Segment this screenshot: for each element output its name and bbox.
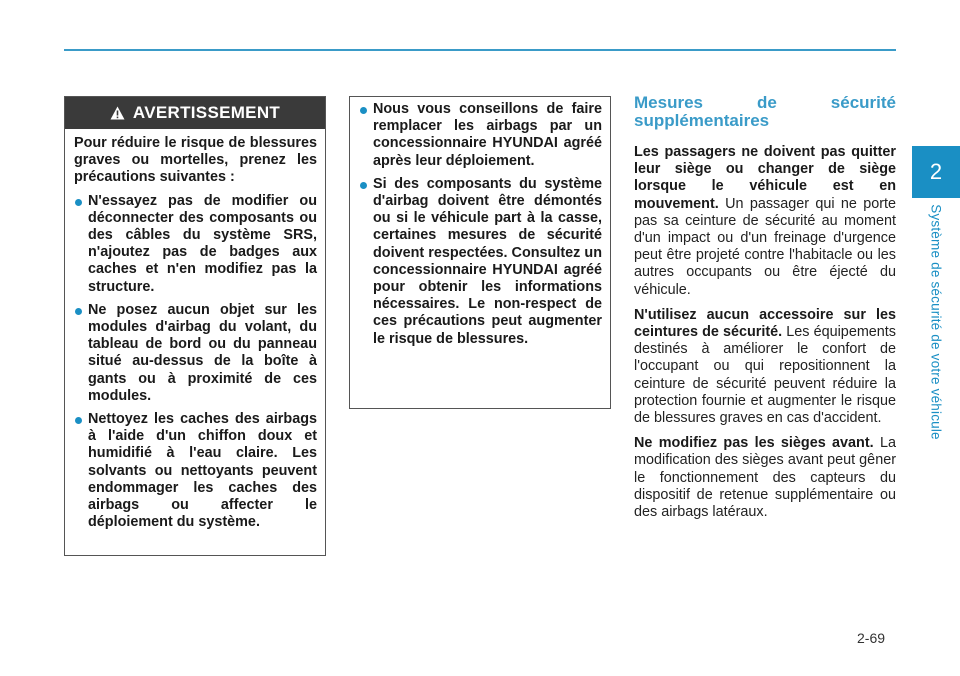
chapter-tab (912, 146, 960, 198)
warning-bullet: Nous vous conseillons de faire remplacer les airbags par un concessionnaire HYUNDAI agréé après leur déploiement. (359, 101, 602, 170)
paragraph-lead: Les passagers ne doivent pas quitter leur siège ou changer de siège lorsque le véhicule est en mouvement. (634, 144, 896, 212)
paragraph-lead: Ne modifiez pas les sièges avant. (634, 435, 874, 452)
warning-header-label: AVERTISSEMENT (132, 103, 281, 123)
paragraph-text: Un passager qui ne porte pas sa ceinture de sécurité au moment d'un impact ou d'un freinage d'urgence peut être projeté contre l'habitacle ou les autres occupants ou être éjecté du véhicule. (634, 195, 896, 298)
warning-bullet: N'essayez pas de modifier ou déconnecter des composants ou des câbles du système SRS, n'ajoutez pas de badges aux caches et n'en modifiez pas la structure. (74, 193, 317, 296)
page-number: 2-69 (857, 630, 886, 646)
section-column (634, 94, 896, 529)
warning-triangle-icon (110, 106, 125, 120)
section-heading: Mesures de sécurité supplémentaires (634, 93, 896, 130)
paragraph-text: La modification des sièges avant peut gêner le fonctionnement des capteurs du dispositif de retenue supplémentaire ou des airbags latéraux. (634, 435, 896, 521)
warning-bullet: Ne posez aucun objet sur les modules d'airbag du volant, du tableau de bord ou du panneau situé au-dessus de la boîte à gants ou à proximité de ces modules. (74, 302, 317, 405)
paragraph-text: Les équipements destinés à améliorer le confort de l'occupant ou qui repositionnent la ceinture de sécurité peuvent réduire la protection fournie et augmenter le risque de blessures graves en cas d'accident. (634, 324, 897, 427)
header-rule (64, 49, 896, 51)
warning-bullet: Si des composants du système d'airbag doivent être démontés ou si le véhicule part à la casse, certaines mesures de sécurité doivent respectées. Consultez un concessionnaire HYUNDAI agréé pour obtenir les informations nécessaires. Le non-respect de ces précautions peut augmenter le risque de blessures. (359, 176, 602, 348)
warning-bullet-list (74, 193, 317, 532)
chapter-number: 2 (929, 159, 943, 184)
warning-continued-body (350, 97, 610, 348)
warning-continued-list (359, 101, 602, 348)
section-paragraph (634, 307, 896, 427)
paragraph-lead: N'utilisez aucun accessoire sur les ceintures de sécurité. (634, 306, 896, 341)
warning-box (64, 96, 326, 556)
warning-bullet: Nettoyez les caches des airbags à l'aide d'un chiffon doux et humidifié à l'eau claire. Les solvants ou nettoyants peuvent endommager les caches des airbags ou affecter le déploiement du système. (74, 411, 317, 531)
warning-body (65, 129, 325, 531)
chapter-title: Système de sécurité de votre véhicule (928, 204, 944, 440)
warning-intro: Pour réduire le risque de blessures graves ou mortelles, prenez les précautions suivantes : (74, 135, 317, 186)
warning-header (65, 97, 325, 129)
section-paragraph (634, 144, 896, 299)
section-paragraph (634, 435, 896, 521)
warning-continued-box (349, 96, 611, 409)
